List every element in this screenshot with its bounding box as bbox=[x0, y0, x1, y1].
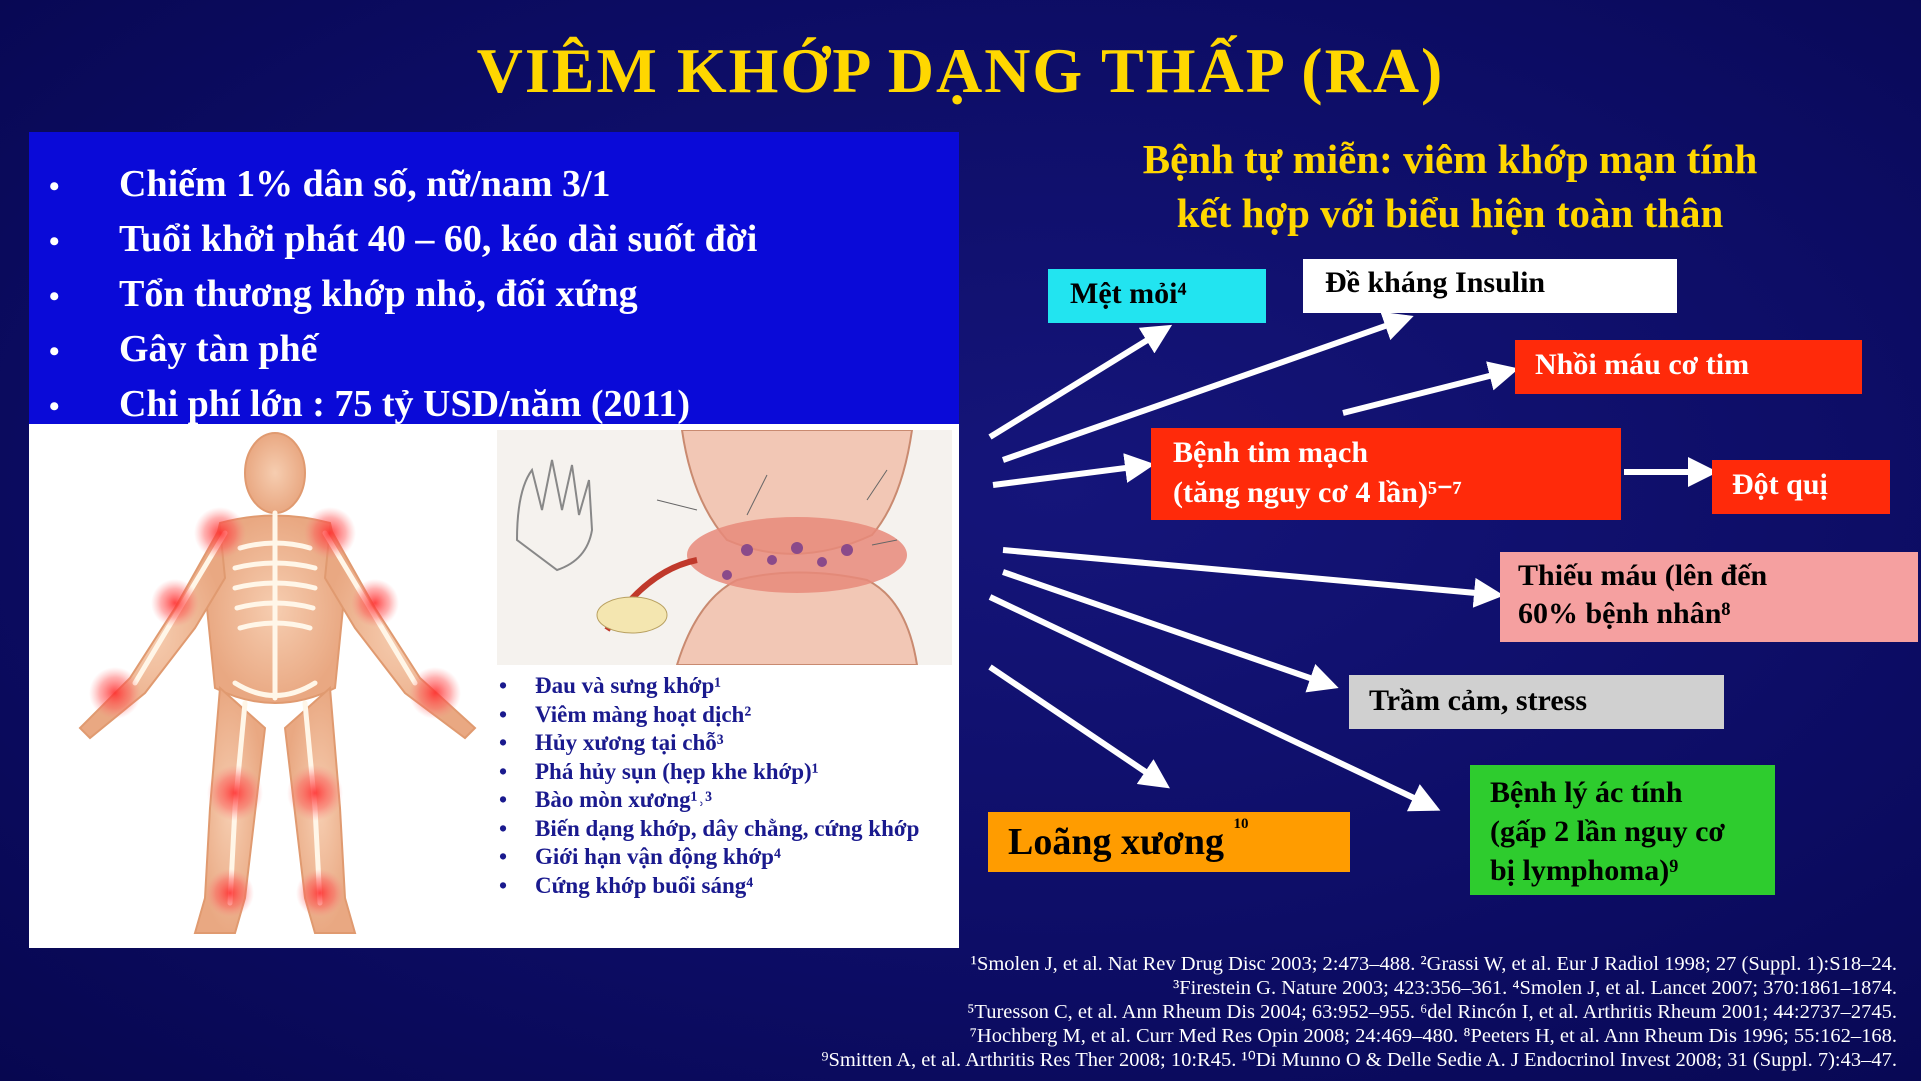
bullet-icon: • bbox=[49, 335, 60, 368]
symptom-item: • Hủy xương tại chỗ³ bbox=[495, 729, 955, 758]
fact-text: Tuổi khởi phát 40 – 60, kéo dài suốt đời bbox=[119, 218, 758, 260]
malignancy-label-line2: (gấp 2 lần nguy cơ bbox=[1490, 815, 1725, 848]
insulin-box bbox=[1303, 259, 1677, 313]
anemia-label-line1: Thiếu máu (lên đến bbox=[1518, 559, 1768, 592]
arrow-to-cvd bbox=[993, 465, 1149, 485]
subtitle-line: kết hợp với biểu hiện toàn thân bbox=[1176, 190, 1724, 236]
fact-text: Gây tàn phế bbox=[119, 328, 318, 370]
symptom-item: • Cứng khớp buổi sáng⁴ bbox=[495, 872, 955, 901]
malignancy-box bbox=[1470, 765, 1775, 895]
fact-text: Tổn thương khớp nhỏ, đối xứng bbox=[119, 273, 638, 315]
slide-title: VIÊM KHỚP DẠNG THẤP (RA) bbox=[476, 35, 1445, 106]
arrow-to-mi bbox=[1343, 370, 1513, 413]
fact-text: Chiếm 1% dân số, nữ/nam 3/1 bbox=[119, 163, 611, 205]
anemia-label-line2: 60% bệnh nhân⁸ bbox=[1518, 597, 1731, 630]
reference-line: ⁹Smitten A, et al. Arthritis Res Ther 2008; 10:R45. ¹⁰Di Munno O & Delle Sedie A. J Endocrinol Invest 2008; 31 (Suppl. 7):43–47. bbox=[821, 1049, 1897, 1071]
reference-line: ⁵Turesson C, et al. Ann Rheum Dis 2004; 63:952–955. ⁶del Rincón I, et al. Arthritis Rheum 2001; 44:2737–2745. bbox=[967, 1001, 1897, 1023]
reference-line: ¹Smolen J, et al. Nat Rev Drug Disc 2003; 2:473–488. ²Grassi W, et al. Eur J Radiol 1998; 27 (Suppl. 1):S18–24. bbox=[970, 953, 1897, 975]
fatigue-label: Mệt mỏi⁴ bbox=[1070, 277, 1187, 310]
symptom-item: • Phá hủy sụn (hẹp khe khớp)¹ bbox=[495, 758, 955, 787]
bullet-icon: • bbox=[49, 170, 60, 203]
insulin-label: Đề kháng Insulin bbox=[1325, 266, 1546, 299]
bullet-icon: • bbox=[49, 390, 60, 423]
cardiovascular-box bbox=[1151, 428, 1621, 520]
arrow-to-anemia bbox=[1003, 550, 1498, 595]
arrow-to-osteoporosis bbox=[990, 667, 1165, 785]
malignancy-label-line3: bị lymphoma)⁹ bbox=[1490, 854, 1679, 887]
reference-line: ⁷Hochberg M, et al. Curr Med Res Opin 2008; 24:469–480. ⁸Peeters H, et al. Ann Rheum Dis 1996; 55:162–168. bbox=[969, 1025, 1897, 1047]
malignancy-label-line1: Bệnh lý ác tính bbox=[1490, 776, 1683, 809]
depression-label: Trầm cảm, stress bbox=[1369, 684, 1587, 717]
arrow-to-fatigue bbox=[990, 328, 1167, 437]
osteoporosis-label: Loãng xương bbox=[1008, 821, 1224, 863]
fact-text: Chi phí lớn : 75 tỷ USD/năm (2011) bbox=[119, 383, 691, 425]
osteoporosis-ref: 10 bbox=[1233, 816, 1249, 832]
depression-box bbox=[1349, 675, 1724, 729]
cvd-label-line1: Bệnh tim mạch bbox=[1173, 436, 1368, 469]
bullet-icon: • bbox=[49, 280, 60, 313]
symptom-item: • Đau và sưng khớp¹ bbox=[495, 672, 955, 701]
cvd-label-line2: (tăng nguy cơ 4 lần)⁵⁻⁷ bbox=[1173, 476, 1462, 509]
stroke-label: Đột quị bbox=[1732, 468, 1828, 501]
anemia-box bbox=[1500, 552, 1918, 642]
symptom-item: • Biến dạng khớp, dây chằng, cứng khớp bbox=[495, 815, 955, 844]
bullet-icon: • bbox=[49, 225, 60, 258]
mi-label: Nhồi máu cơ tim bbox=[1535, 348, 1750, 381]
symptom-item: • Viêm màng hoạt dịch² bbox=[495, 701, 955, 730]
symptom-item: • Giới hạn vận động khớp⁴ bbox=[495, 843, 955, 872]
stroke-box bbox=[1712, 460, 1890, 514]
myocardial-infarction-box bbox=[1515, 340, 1862, 394]
osteoporosis-box bbox=[988, 812, 1350, 872]
symptom-item: • Bào mòn xương¹˒³ bbox=[495, 786, 955, 815]
reference-line: ³Firestein G. Nature 2003; 423:356–361. ⁴Smolen J, et al. Lancet 2007; 370:1861–1874. bbox=[1173, 977, 1897, 999]
fatigue-box bbox=[1048, 269, 1266, 323]
subtitle-line: Bệnh tự miễn: viêm khớp mạn tính bbox=[1142, 136, 1758, 182]
references bbox=[300, 952, 1897, 1072]
